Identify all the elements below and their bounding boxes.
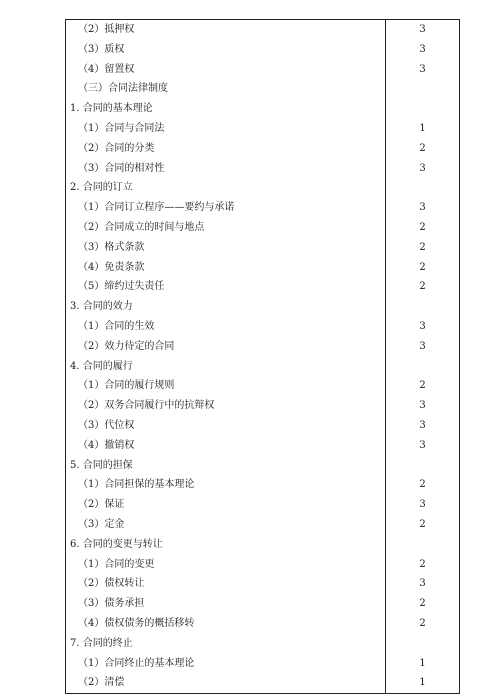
topic-cell: （3）格式条款 — [66, 238, 386, 258]
level-cell: 2 — [386, 277, 460, 297]
level-cell: 2 — [386, 594, 460, 614]
topic-cell: （1）合同终止的基本理论 — [66, 654, 386, 674]
level-cell: 2 — [386, 139, 460, 159]
topic-cell: （4）撤销权 — [66, 436, 386, 456]
topic-cell: （3）代位权 — [66, 416, 386, 436]
table-row — [66, 198, 460, 218]
table-row — [66, 139, 460, 159]
table-row — [66, 475, 460, 495]
topic-cell: （2）保证 — [66, 495, 386, 515]
table-row — [66, 317, 460, 337]
level-cell: 2 — [386, 515, 460, 535]
topic-cell: （1）合同的生效 — [66, 317, 386, 337]
syllabus-table-body — [66, 20, 460, 694]
topic-cell: （2）合同的分类 — [66, 139, 386, 159]
table-row — [66, 40, 460, 60]
topic-cell: （1）合同的履行规则 — [66, 376, 386, 396]
table-row — [66, 99, 460, 119]
table-row — [66, 535, 460, 555]
level-cell: 2 — [386, 258, 460, 278]
table-row — [66, 654, 460, 674]
level-cell: 2 — [386, 218, 460, 238]
level-cell — [386, 634, 460, 654]
topic-cell: （2）清偿 — [66, 673, 386, 693]
topic-cell: 4. 合同的履行 — [66, 357, 386, 377]
table-row — [66, 634, 460, 654]
topic-cell: （三）合同法律制度 — [66, 79, 386, 99]
table-row — [66, 20, 460, 40]
topic-cell: （4）免责条款 — [66, 258, 386, 278]
topic-cell: （2）双务合同履行中的抗辩权 — [66, 396, 386, 416]
table-row — [66, 436, 460, 456]
topic-cell: （3）债务承担 — [66, 594, 386, 614]
topic-cell: （4）债权债务的概括移转 — [66, 614, 386, 634]
table-row — [66, 456, 460, 476]
level-cell — [386, 456, 460, 476]
table-row — [66, 79, 460, 99]
level-cell: 3 — [386, 198, 460, 218]
table-row — [66, 297, 460, 317]
table-row — [66, 515, 460, 535]
table-row — [66, 574, 460, 594]
table-row — [66, 258, 460, 278]
topic-cell: 2. 合同的订立 — [66, 178, 386, 198]
level-cell: 3 — [386, 40, 460, 60]
level-cell: 3 — [386, 159, 460, 179]
level-cell: 3 — [386, 416, 460, 436]
table-row — [66, 238, 460, 258]
topic-cell: （1）合同的变更 — [66, 555, 386, 575]
table-row — [66, 159, 460, 179]
topic-cell: （2）合同成立的时间与地点 — [66, 218, 386, 238]
table-row — [66, 673, 460, 693]
table-row — [66, 178, 460, 198]
level-cell: 3 — [386, 60, 460, 80]
table-row — [66, 119, 460, 139]
topic-cell: （2）债权转让 — [66, 574, 386, 594]
syllabus-table — [65, 19, 460, 694]
level-cell — [386, 297, 460, 317]
level-cell: 3 — [386, 574, 460, 594]
level-cell — [386, 99, 460, 119]
table-row — [66, 277, 460, 297]
table-row — [66, 337, 460, 357]
topic-cell: 7. 合同的终止 — [66, 634, 386, 654]
level-cell: 3 — [386, 317, 460, 337]
topic-cell: （2）效力待定的合同 — [66, 337, 386, 357]
level-cell — [386, 535, 460, 555]
topic-cell: 5. 合同的担保 — [66, 456, 386, 476]
topic-cell: （5）缔约过失责任 — [66, 277, 386, 297]
level-cell — [386, 178, 460, 198]
level-cell: 2 — [386, 555, 460, 575]
topic-cell: 1. 合同的基本理论 — [66, 99, 386, 119]
topic-cell: 6. 合同的变更与转让 — [66, 535, 386, 555]
topic-cell: （1）合同订立程序——要约与承诺 — [66, 198, 386, 218]
level-cell: 3 — [386, 436, 460, 456]
level-cell: 1 — [386, 673, 460, 693]
topic-cell: 3. 合同的效力 — [66, 297, 386, 317]
table-row — [66, 376, 460, 396]
table-row — [66, 614, 460, 634]
level-cell: 1 — [386, 654, 460, 674]
table-row — [66, 60, 460, 80]
level-cell: 3 — [386, 495, 460, 515]
topic-cell: （3）合同的相对性 — [66, 159, 386, 179]
topic-cell: （1）合同担保的基本理论 — [66, 475, 386, 495]
topic-cell: （3）定金 — [66, 515, 386, 535]
level-cell: 3 — [386, 20, 460, 40]
level-cell: 2 — [386, 475, 460, 495]
table-row — [66, 218, 460, 238]
level-cell — [386, 357, 460, 377]
level-cell — [386, 79, 460, 99]
level-cell: 3 — [386, 396, 460, 416]
level-cell: 3 — [386, 337, 460, 357]
level-cell: 2 — [386, 614, 460, 634]
topic-cell: （2）抵押权 — [66, 20, 386, 40]
topic-cell: （3）质权 — [66, 40, 386, 60]
level-cell: 1 — [386, 119, 460, 139]
table-row — [66, 396, 460, 416]
topic-cell: （4）留置权 — [66, 60, 386, 80]
table-row — [66, 357, 460, 377]
table-row — [66, 594, 460, 614]
table-row — [66, 555, 460, 575]
table-row — [66, 495, 460, 515]
level-cell: 2 — [386, 238, 460, 258]
topic-cell: （1）合同与合同法 — [66, 119, 386, 139]
level-cell: 2 — [386, 376, 460, 396]
table-row — [66, 416, 460, 436]
